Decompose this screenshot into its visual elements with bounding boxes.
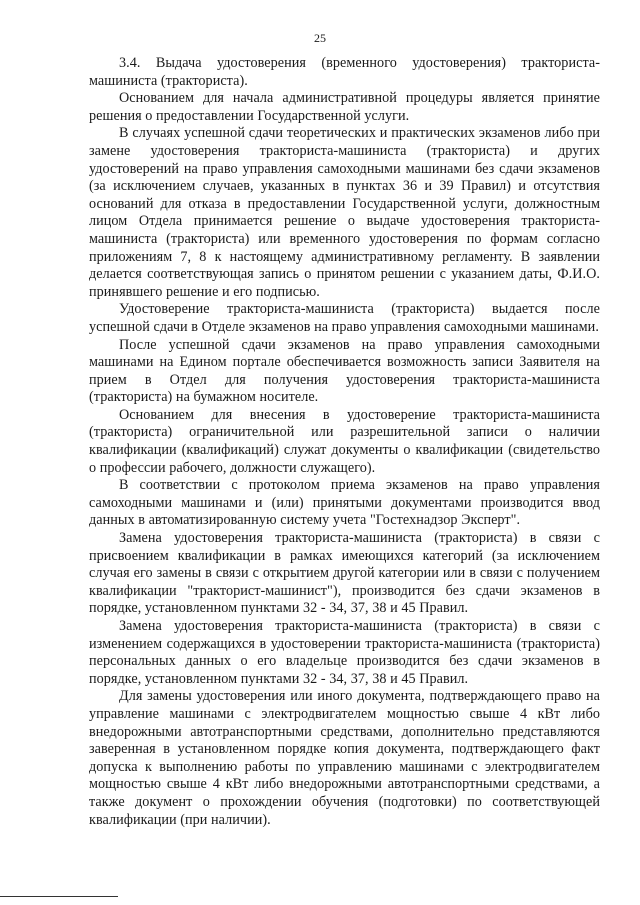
paragraph-issuance: Удостоверение тракториста-машиниста (тракториста) выдается после успешной сдачи в Отделе экзаменов на право управления самоходными машинами.	[89, 301, 600, 335]
footnote-separator	[0, 896, 118, 897]
document-body	[89, 55, 600, 829]
paragraph-data-entry: В соответствии с протоколом приема экзаменов на право управления самоходными машинами и (или) принятыми документами производится ввод данных в автоматизированную систему учета "Гостехнадзор Эксперт".	[89, 477, 600, 529]
page-number: 25	[314, 31, 326, 45]
paragraph-basis: Основанием для начала административной процедуры является принятие решения о предоставлении Государственной услуги.	[89, 90, 600, 124]
paragraph-successful-exams: В случаях успешной сдачи теоретических и практических экзаменов либо при замене удостоверения тракториста-машиниста (тракториста) и других удостоверений на право управления самоходными машинами без сдачи экзаменов (за исключением случаев, указанных в пунктах 36 и 39 Правил) и отсутствия оснований для отказа в предоставлении Государственной услуги, должностным лицом Отдела принимается решение о выдаче удостоверения тракториста-машиниста (тракториста) или временного удостоверения по формам согласно приложениям 7, 8 к настоящему административному регламенту. В заявлении делается соответствующая запись о принятом решении с указанием даты, Ф.И.О. принявшего решение и его подписью.	[89, 125, 600, 300]
paragraph-replacement-qualification: Замена удостоверения тракториста-машиниста (тракториста) в связи с присвоением квалификации в рамках имеющихся категорий (за исключением случая его замены в связи с открытием другой категории или в связи с получением квалификации "тракторист-машинист"), производится без сдачи экзаменов в порядке, установленном пунктами 32 - 34, 37, 38 и 45 Правил.	[89, 530, 600, 617]
paragraph-portal-appointment: После успешной сдачи экзаменов на право управления самоходными машинами на Едином портале обеспечивается возможность записи Заявителя на прием в Отдел для получения удостоверения тракториста-машиниста (тракториста) на бумажном носителе.	[89, 336, 600, 406]
paragraph-replacement-personal-data: Замена удостоверения тракториста-машиниста (тракториста) в связи с изменением содержащихся в удостоверении тракториста-машиниста (тракториста) персональных данных о его владельце производится без сдачи экзаменов в порядке, установленном пунктами 32 - 34, 37, 38 и 45 Правил.	[89, 618, 600, 687]
paragraph-qualification-records: Основанием для внесения в удостоверение тракториста-машиниста (тракториста) ограничительной или разрешительной записи о наличии квалификации (квалификаций) служат документы о квалификации (свидетельство о профессии рабочего, должности служащего).	[89, 406, 600, 476]
paragraph-electric-vehicles: Для замены удостоверения или иного документа, подтверждающего право на управление машинами с электродвигателем мощностью свыше 4 кВт либо внедорожными автотранспортными средствами, дополнительно представляются заверенная в установленном порядке копия документа, подтверждающего факт допуска к выполнению работы по управлению машинами с электродвигателем мощностью свыше 4 кВт либо внедорожными автотранспортными средствами, а также документ о прохождении обучения (подготовки) по соответствующей квалификации (при наличии).	[89, 688, 600, 828]
paragraph-3-4-heading: 3.4. Выдача удостоверения (временного удостоверения) тракториста-машиниста (тракториста).	[89, 55, 600, 89]
